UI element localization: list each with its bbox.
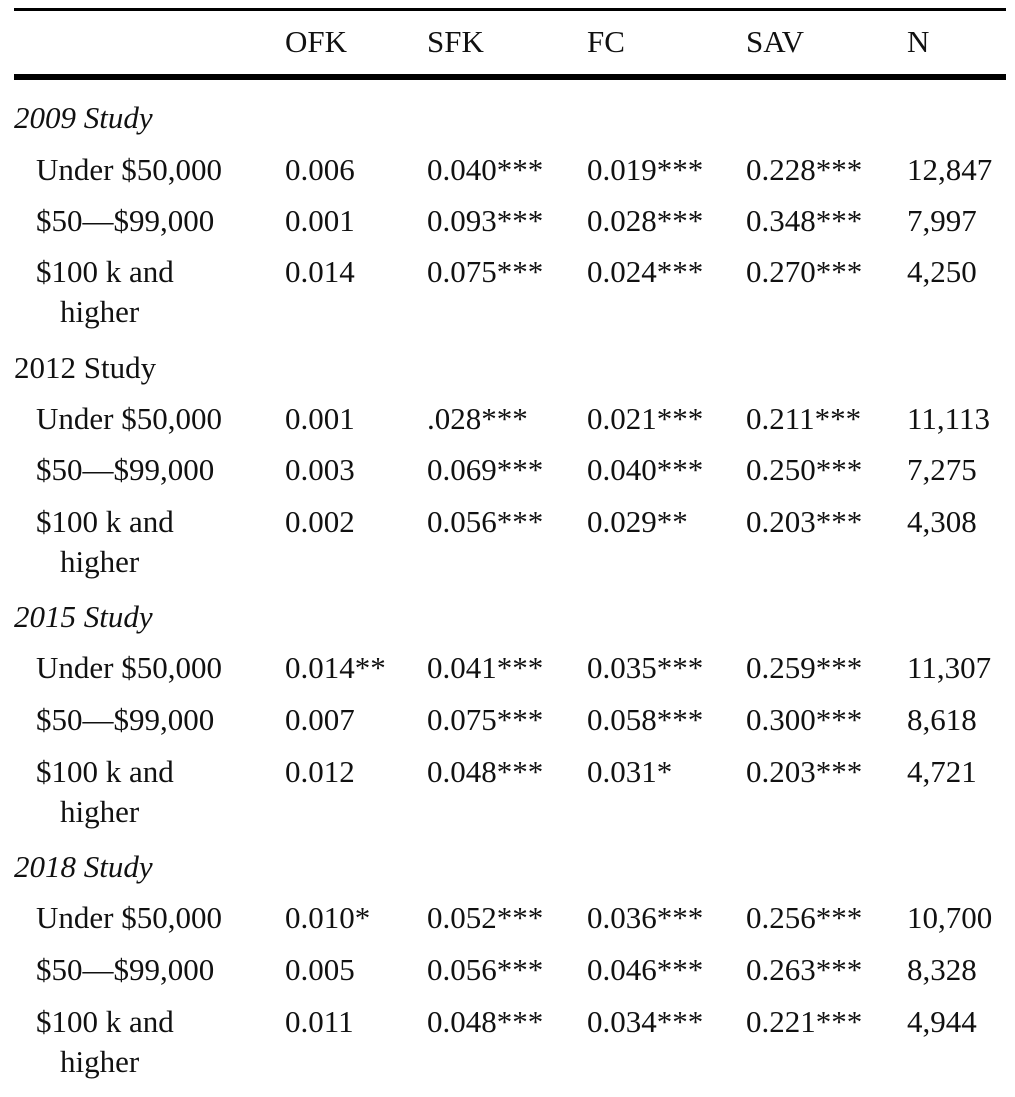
cell-n: 8,618 [907,702,977,737]
row-label: $100 k and [36,254,174,289]
col-header-ofk: OFK [285,24,348,59]
col-header-fc: FC [587,24,625,59]
col-header-n: N [907,24,930,59]
cell-n: 8,328 [907,952,977,987]
cell-n: 12,847 [907,152,993,187]
cell-sav: 0.259*** [746,650,863,685]
cell-fc: 0.019*** [587,152,704,187]
row-label: Under $50,000 [36,900,222,935]
cell-n: 11,307 [907,650,992,685]
cell-sfk: 0.056*** [427,952,544,987]
cell-sfk: 0.075*** [427,702,544,737]
cell-sfk: 0.048*** [427,1004,544,1039]
top-rule [14,8,1006,11]
cell-sfk: 0.048*** [427,754,544,789]
row-label: $50—$99,000 [36,702,215,737]
row-label: Under $50,000 [36,401,222,436]
cell-n: 7,997 [907,203,977,238]
cell-sfk: 0.069*** [427,452,544,487]
row-label-continuation: higher [60,294,140,329]
row-label-continuation: higher [60,544,140,579]
cell-n: 4,721 [907,754,977,789]
row-label: $50—$99,000 [36,203,215,238]
section-heading-2018: 2018 Study [14,849,153,884]
cell-sav: 0.221*** [746,1004,863,1039]
col-header-sav: SAV [746,24,805,59]
cell-ofk: 0.012 [285,754,355,789]
cell-fc: 0.021*** [587,401,704,436]
cell-sfk: 0.075*** [427,254,544,289]
cell-ofk: 0.001 [285,203,355,238]
cell-sfk: .028*** [427,401,528,436]
cell-ofk: 0.002 [285,504,355,539]
cell-ofk: 0.014 [285,254,355,289]
cell-fc: 0.036*** [587,900,704,935]
cell-ofk: 0.007 [285,702,355,737]
cell-sfk: 0.040*** [427,152,544,187]
cell-sfk: 0.056*** [427,504,544,539]
row-label-continuation: higher [60,1044,140,1079]
cell-fc: 0.031* [587,754,673,789]
cell-fc: 0.029** [587,504,688,539]
row-label: $50—$99,000 [36,452,215,487]
cell-ofk: 0.011 [285,1004,354,1039]
section-heading-2012: 2012 Study [14,350,157,385]
cell-sav: 0.270*** [746,254,863,289]
cell-ofk: 0.010* [285,900,371,935]
cell-fc: 0.058*** [587,702,704,737]
row-label: $100 k and [36,1004,174,1039]
cell-ofk: 0.014** [285,650,386,685]
cell-ofk: 0.001 [285,401,355,436]
cell-sav: 0.300*** [746,702,863,737]
cell-n: 10,700 [907,900,993,935]
cell-sav: 0.250*** [746,452,863,487]
cell-fc: 0.028*** [587,203,704,238]
cell-sav: 0.211*** [746,401,862,436]
cell-n: 4,308 [907,504,977,539]
row-label: $50—$99,000 [36,952,215,987]
row-label: $100 k and [36,504,174,539]
cell-fc: 0.035*** [587,650,704,685]
cell-sfk: 0.093*** [427,203,544,238]
section-heading-2009: 2009 Study [14,100,153,135]
cell-n: 11,113 [907,401,990,436]
cell-ofk: 0.003 [285,452,355,487]
section-heading-2015: 2015 Study [14,599,153,634]
row-label: Under $50,000 [36,650,222,685]
cell-n: 4,944 [907,1004,977,1039]
cell-sav: 0.228*** [746,152,863,187]
cell-sav: 0.256*** [746,900,863,935]
col-header-sfk: SFK [427,24,484,59]
cell-fc: 0.034*** [587,1004,704,1039]
cell-sav: 0.348*** [746,203,863,238]
cell-fc: 0.024*** [587,254,704,289]
cell-sfk: 0.052*** [427,900,544,935]
cell-fc: 0.046*** [587,952,704,987]
cell-n: 7,275 [907,452,977,487]
header-rule [14,74,1006,80]
row-label: Under $50,000 [36,152,222,187]
cell-sfk: 0.041*** [427,650,544,685]
cell-sav: 0.203*** [746,754,863,789]
row-label-continuation: higher [60,794,140,829]
cell-ofk: 0.006 [285,152,355,187]
cell-n: 4,250 [907,254,977,289]
cell-sav: 0.263*** [746,952,863,987]
row-label: $100 k and [36,754,174,789]
cell-sav: 0.203*** [746,504,863,539]
cell-ofk: 0.005 [285,952,355,987]
cell-fc: 0.040*** [587,452,704,487]
